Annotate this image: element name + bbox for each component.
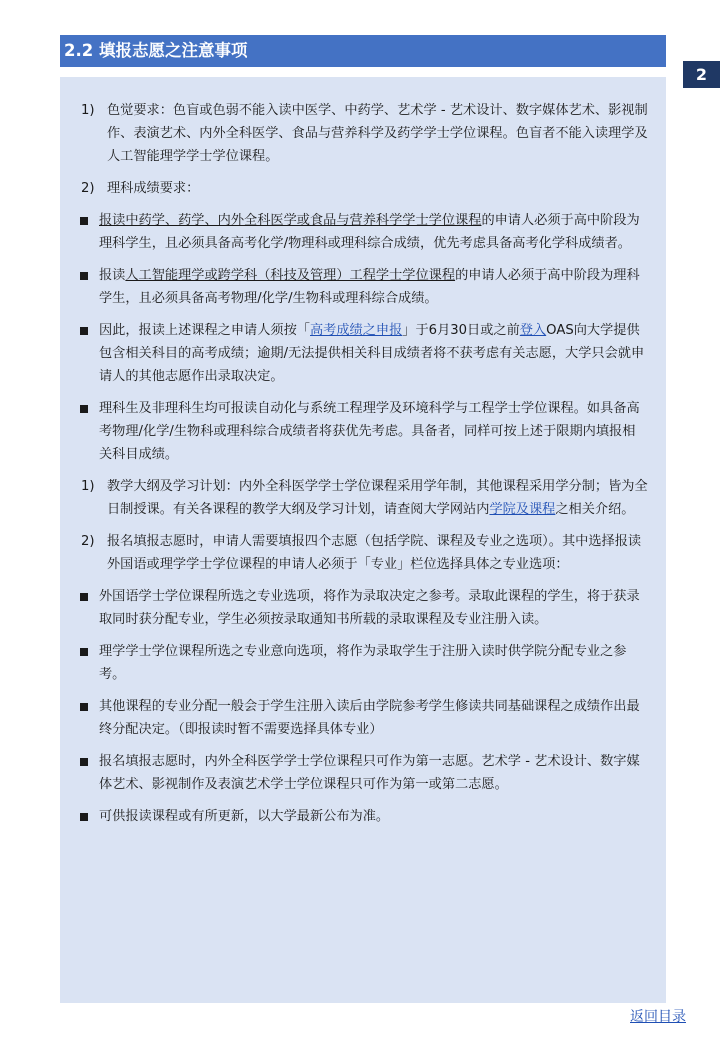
item-number: 1) <box>81 103 95 118</box>
page-number-badge: 2 <box>683 61 720 88</box>
bullet-square-icon <box>80 648 88 656</box>
item-text: 理科生及非理科生均可报读自动化与系统工程理学及环境科学与工程学士学位课程。如具备高考物理/化学/生物科或理科综合成绩者将获优先考虑。具备者，同样可按上述于限期内填报相关科目成绩。 <box>99 401 640 462</box>
item-text-pre: 因此，报读上述课程之申请人须按「 <box>99 323 310 338</box>
list-item <box>80 475 648 521</box>
item-text: 外国语学士学位课程所选之专业选项，将作为录取决定之参考。录取此课程的学生，将于获录取同时获分配专业，学生必须按录取通知书所载的录取课程及专业注册入读。 <box>99 589 640 627</box>
item-text-post: 之相关介绍。 <box>555 502 635 517</box>
list-item <box>80 209 648 255</box>
item-underlined-text: 报读中药学、药学、内外全科医学或食品与营养科学学士学位课程 <box>99 213 482 228</box>
item-text: 其他课程的专业分配一般会于学生注册入读后由学院参考学生修读共同基础课程之成绩作出最终分配决定。（即报读时暂不需要选择具体专业） <box>99 699 640 737</box>
list-item <box>80 397 648 466</box>
bullet-square-icon <box>80 327 88 335</box>
list-item <box>80 319 648 388</box>
bullet-square-icon <box>80 405 88 413</box>
bullet-square-icon <box>80 593 88 601</box>
item-text-mid: 」于6月30日或之前 <box>402 323 520 338</box>
item-text: 色觉要求：色盲或色弱不能入读中医学、中药学、艺术学 - 艺术设计、数字媒体艺术、影视制作、表演艺术、内外全科医学、食品与营养科学及药学学士学位课程。色盲者不能入读理学及人工智能理学学士学位课程。 <box>107 103 648 164</box>
list-item <box>80 695 648 741</box>
item-text: 报名填报志愿时，内外全科医学学士学位课程只可作为第一志愿。艺术学 - 艺术设计、数字媒体艺术、影视制作及表演艺术学士学位课程只可作为第一或第二志愿。 <box>99 754 640 792</box>
list-item <box>80 99 648 168</box>
list-item <box>80 805 648 828</box>
item-text: 理学学士学位课程所选之专业意向选项，将作为录取学生于注册入读时供学院分配专业之参考。 <box>99 644 627 682</box>
list-item <box>80 585 648 631</box>
bullet-square-icon <box>80 813 88 821</box>
item-number: 1) <box>81 479 95 494</box>
bullet-square-icon <box>80 758 88 766</box>
bullet-square-icon <box>80 272 88 280</box>
list-item <box>80 750 648 796</box>
bullet-square-icon <box>80 217 88 225</box>
list-item <box>80 640 648 686</box>
item-number: 2) <box>81 181 95 196</box>
back-to-contents-link[interactable]: 返回目录 <box>630 1009 686 1025</box>
item-text: 教学大纲及学习计划：内外全科医学学士学位课程采用学年制，其他课程采用学分制；皆为全日制授课。有关各课程的教学大纲及学习计划，请查阅大学网站内 <box>107 479 648 517</box>
faculties-programmes-link[interactable]: 学院及课程 <box>489 502 556 517</box>
item-text: 可供报读课程或有所更新，以大学最新公布为准。 <box>99 809 390 824</box>
notes-panel <box>60 77 666 1003</box>
item-number: 2) <box>81 534 95 549</box>
item-underlined-text: 人工智能理学或跨学科（科技及管理）工程学士学位课程 <box>125 268 456 283</box>
list-item <box>80 530 648 576</box>
item-text: 报名填报志愿时，申请人需要填报四个志愿（包括学院、课程及专业之选项）。其中选择报读外国语或理学学士学位课程的申请人必须于「专业」栏位选择具体之专业选项： <box>107 534 642 572</box>
item-text: 的申请人必须于高中阶段为理科学生，且必须具备高考物理/化学/生物科或理科综合成绩。 <box>99 268 640 306</box>
list-item <box>80 264 648 310</box>
bullet-square-icon <box>80 703 88 711</box>
item-text-pre: 报读 <box>99 268 126 283</box>
list-item <box>80 177 648 200</box>
item-text: 的申请人必须于高中阶段为理科学生，且必须具备高考化学/物理科或理科综合成绩，优先考虑具备高考化学科成绩者。 <box>99 213 640 251</box>
gaokao-score-declaration-link[interactable]: 高考成绩之申报 <box>310 323 403 338</box>
section-title: 2.2 填报志愿之注意事项 <box>60 35 666 67</box>
item-text: OAS向大学提供包含相关科目的高考成绩；逾期/无法提供相关科目成绩者将不获考虑有关志愿，大学只会就申请人的其他志愿作出录取决定。 <box>99 323 645 384</box>
login-link[interactable]: 登入 <box>519 323 547 338</box>
item-text: 理科成绩要求： <box>107 181 200 196</box>
